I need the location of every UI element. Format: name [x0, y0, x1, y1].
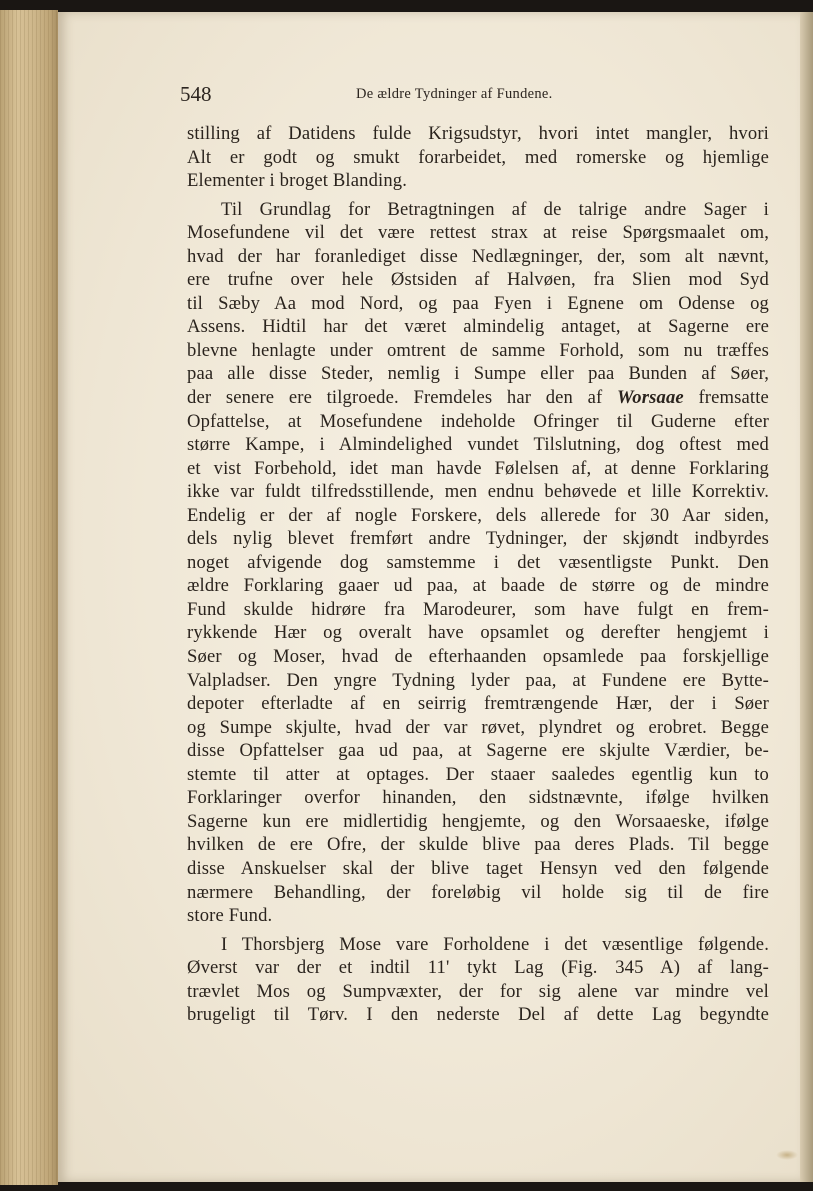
- text-segment: fremsatte: [698, 387, 769, 409]
- text-line: Øverst var der et indtil 11' tykt Lag (Fig. 345 A) af lang-: [187, 957, 769, 979]
- text-line: Valpladser. Den yngre Tydning lyder paa, at Fundene ere Bytte-: [187, 669, 769, 691]
- text-line: hvilken de ere Ofre, der skulde blive paa deres Plads. Til begge: [187, 834, 769, 856]
- text-line: disse Anskuelser skal der blive taget Hensyn ved den følgende: [187, 857, 769, 879]
- text-line: dels nylig blevet fremført andre Tydninger, der skjøndt indbyrdes: [187, 528, 769, 550]
- paper-stain: [776, 1150, 798, 1160]
- text-line: et vist Forbehold, idet man havde Følelsen af, at denne Forklaring: [187, 457, 769, 479]
- text-line: Mosefundene vil det være rettest strax at reise Spørgsmaalet om,: [187, 222, 769, 244]
- text-line: stemte til atter at optages. Der staaer saaledes egentlig kun to: [187, 763, 769, 785]
- page-right-edge: [800, 12, 813, 1182]
- text-line: brugeligt til Tørv. I den nederste Del af dette Lag begyndte: [187, 1004, 769, 1026]
- text-line: blevne henlagte under omtrent de samme Forhold, som nu træffes: [187, 339, 769, 361]
- text-line: Elementer i broget Blanding.: [187, 170, 408, 192]
- text-line: hvad der har foranlediget disse Nedlægninger, der, som alt nævnt,: [187, 245, 769, 267]
- text-line: ældre Forklaring gaaer ud paa, at baade de større og de mindre: [187, 575, 769, 597]
- text-line-with-emphasis: [187, 386, 769, 410]
- text-line: depoter efterladte af en seirrig fremtrængende Hær, der i Søer: [187, 693, 769, 715]
- page-stack-lines: [0, 10, 58, 1185]
- text-line: Til Grundlag for Betragtningen af de talrige andre Sager i: [221, 198, 769, 220]
- running-head: De ældre Tydninger af Fundene.: [356, 86, 553, 102]
- text-line: trævlet Mos og Sumpvæxter, der for sig alene var mindre vel: [187, 980, 769, 1002]
- text-line: rykkende Hær og overalt have opsamlet og derefter hengjemt i: [187, 622, 769, 644]
- text-line: og Sumpe skjulte, hvad der var røvet, plyndret og erobret. Begge: [187, 716, 769, 738]
- text-line: I Thorsbjerg Mose vare Forholdene i det væsentlige følgende.: [221, 933, 769, 955]
- page-header: [120, 80, 680, 110]
- text-line: Endelig er der af nogle Forskere, dels allerede for 30 Aar siden,: [187, 504, 769, 526]
- text-line: ere trufne over hele Østsiden af Halvøen, fra Slien mod Syd: [187, 269, 769, 291]
- text-line: større Kampe, i Almindelighed vundet Tilslutning, dog oftest med: [187, 434, 769, 456]
- text-line: Fund skulde hidrøre fra Marodeurer, som have fulgt en frem-: [187, 598, 769, 620]
- text-line: noget afvigende dog samstemme i det væsentligste Punkt. Den: [187, 551, 769, 573]
- text-line: Søer og Moser, hvad de efterhaanden opsamlede paa forskjellige: [187, 646, 769, 668]
- text-line: Opfattelse, at Mosefundene indeholde Ofringer til Guderne efter: [187, 410, 769, 432]
- body-text: [187, 122, 769, 1027]
- text-line: ikke var fuldt tilfredsstillende, men endnu behøvede et lille Korrektiv.: [187, 481, 769, 503]
- text-line: paa alle disse Steder, nemlig i Sumpe eller paa Bunden af Søer,: [187, 363, 769, 385]
- text-line: nærmere Behandling, der foreløbig vil holde sig til de fire: [187, 881, 769, 903]
- text-line: store Fund.: [187, 905, 273, 927]
- text-line: disse Opfattelser gaa ud paa, at Sagerne ere skjulte Værdier, be-: [187, 740, 769, 762]
- text-line: Assens. Hidtil har det været almindelig antaget, at Sagerne ere: [187, 316, 769, 338]
- text-segment: der senere ere tilgroede. Fremdeles har den af: [187, 387, 603, 409]
- text-line: Forklaringer overfor hinanden, den sidstnævnte, ifølge hvilken: [187, 787, 769, 809]
- text-line: stilling af Datidens fulde Krigsudstyr, hvori intet mangler, hvori: [187, 123, 769, 144]
- text-line: til Sæby Aa mod Nord, og paa Fyen i Egnene om Odense og: [187, 292, 769, 314]
- page-number: 548: [180, 82, 212, 106]
- text-line: Sagerne kun ere midlertidig hengjemte, og den Worsaaeske, ifølge: [187, 810, 769, 832]
- text-line: Alt er godt og smukt forarbeidet, med romerske og hjemlige: [187, 146, 769, 168]
- emphasized-name: Worsaae: [616, 387, 684, 409]
